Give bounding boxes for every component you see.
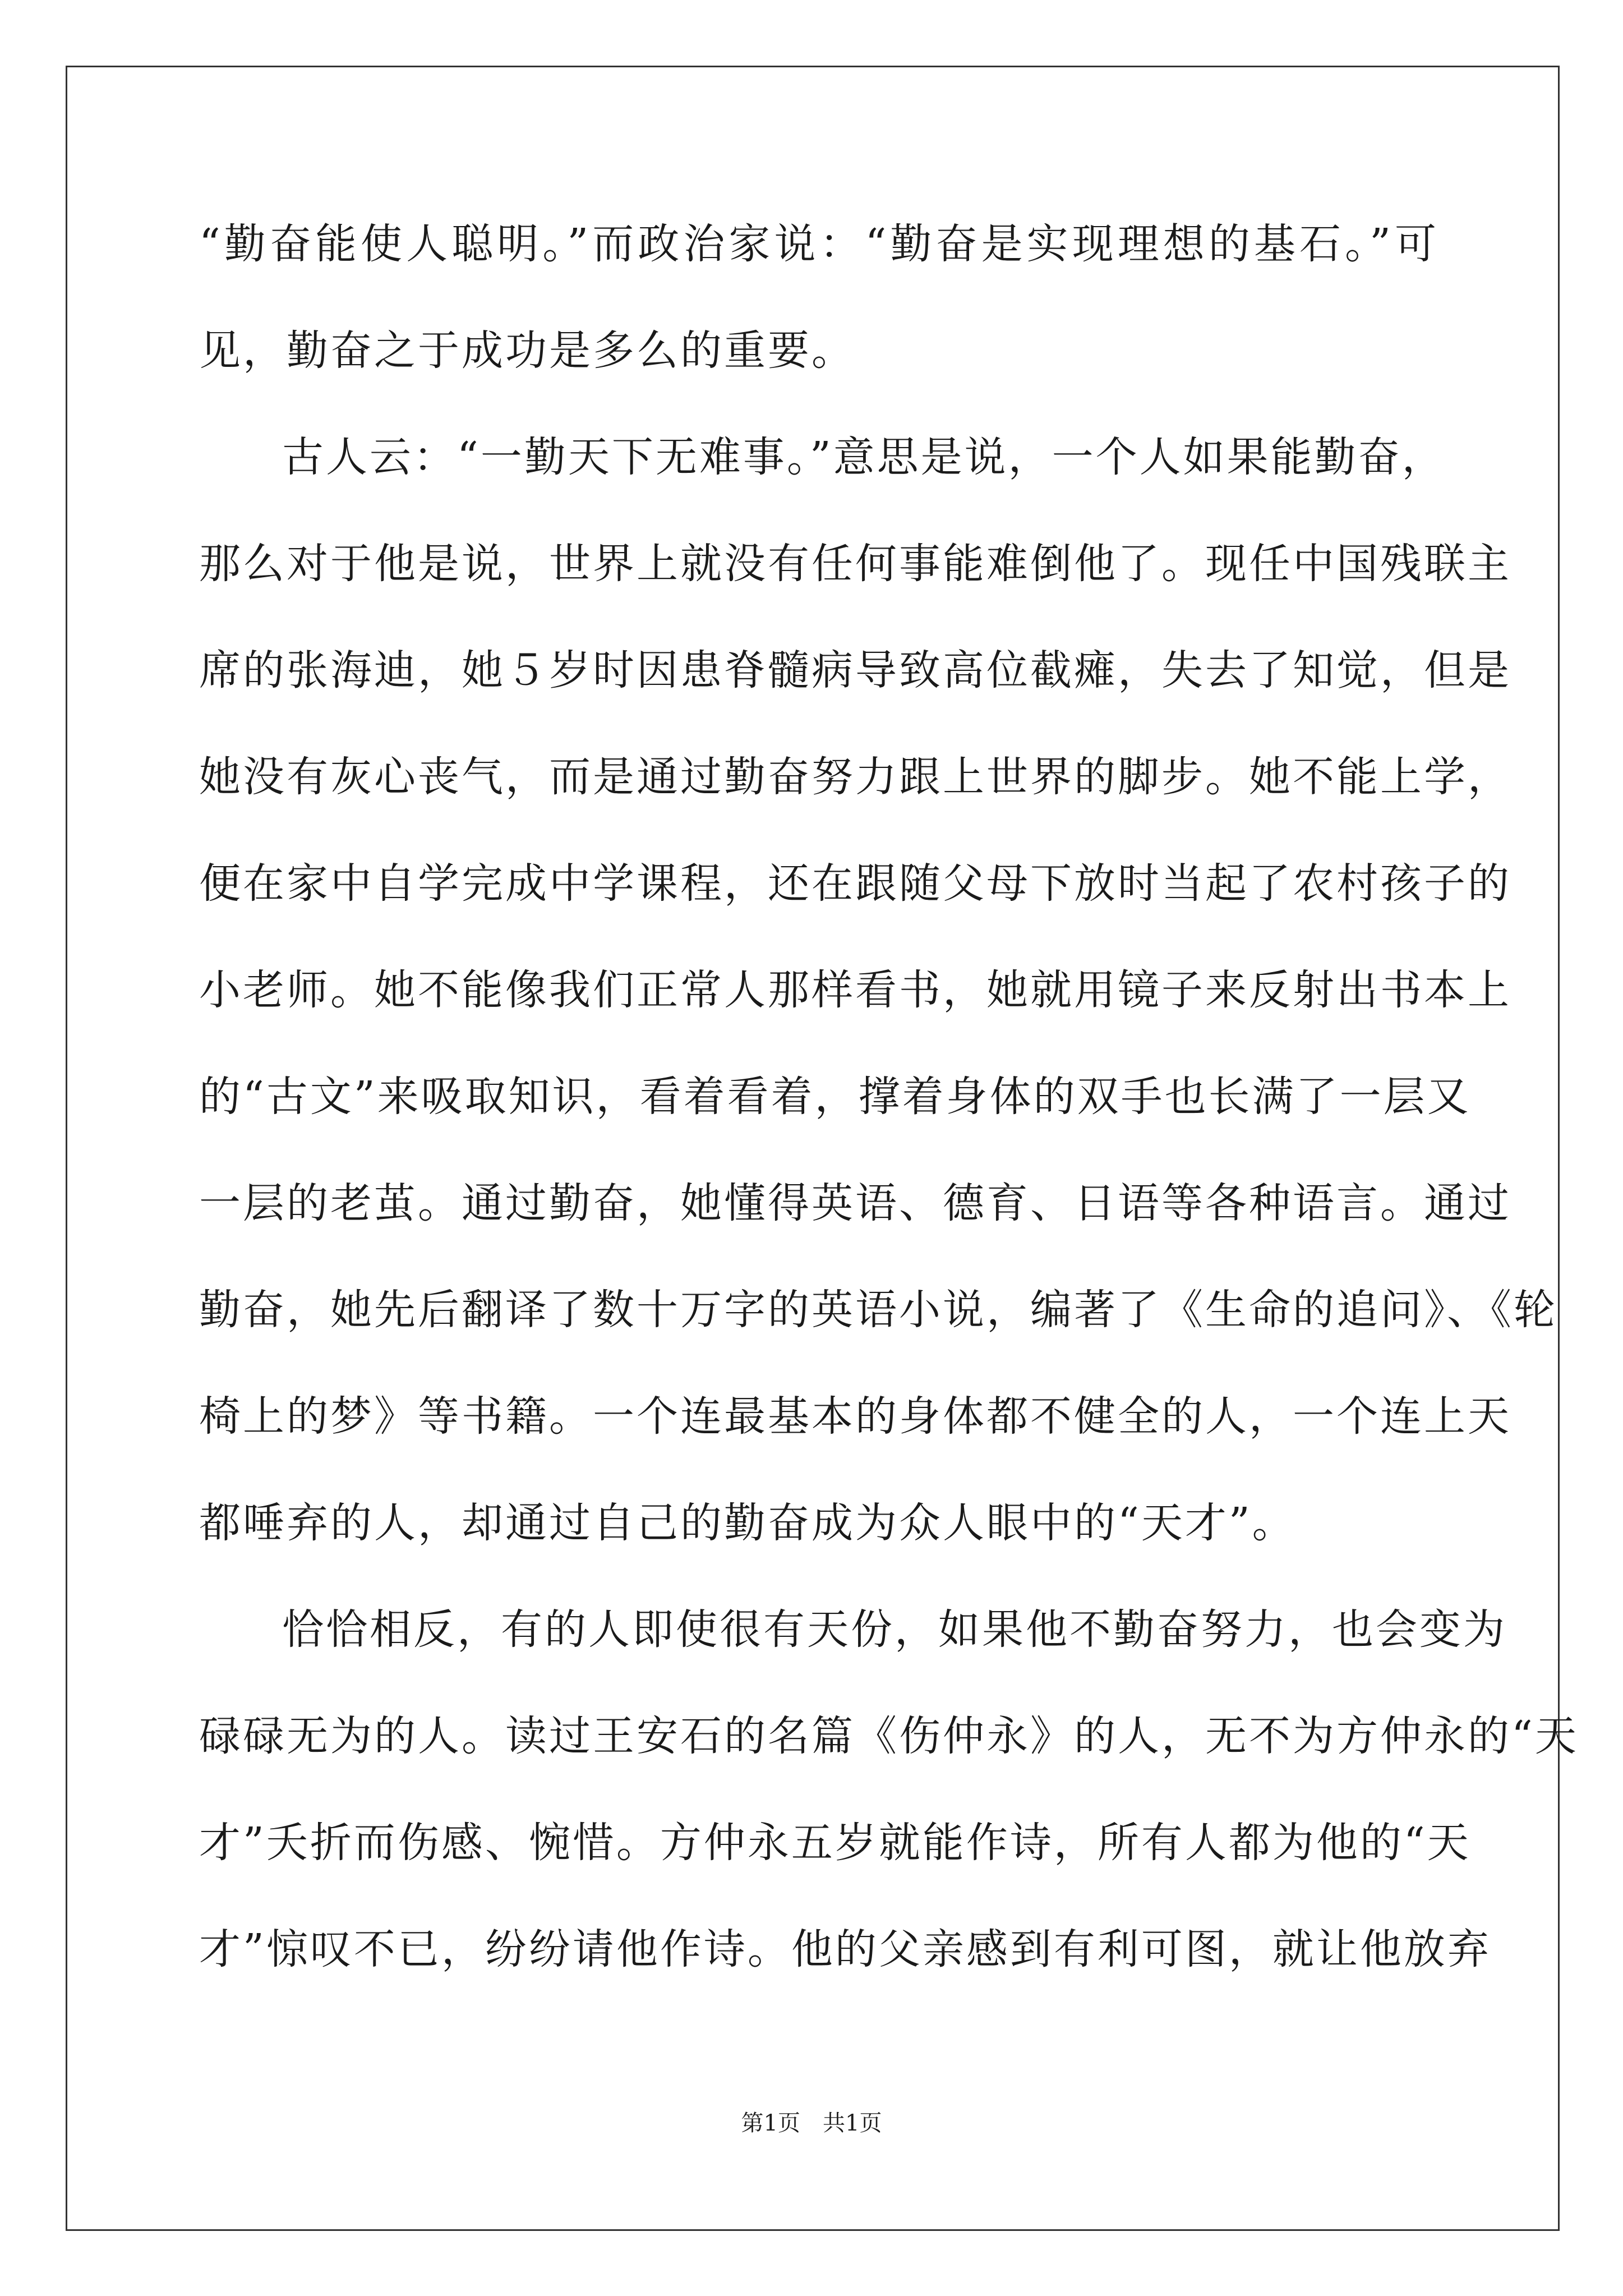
document-body [199,191,1579,2003]
text-line: “勤奋能使人聪明。”而政治家说：“勤奋是实现理想的基石。”可 [199,220,1438,268]
text-line: 都唾弃的人，却通过自己的勤奋成为众人眼中的“天才”。 [199,1499,1296,1547]
text-line: 她没有灰心丧气，而是通过勤奋努力跟上世界的脚步。她不能上学， [199,753,1511,801]
text-line: 才”夭折而伤感、惋惜。方仲永五岁就能作诗，所有人都为他的“天 [199,1819,1471,1867]
text-line: 席的张海迪，她５岁时因患脊髓病导致高位截瘫，失去了知觉，但是 [199,646,1511,694]
text-line: 勤奋，她先后翻译了数十万字的英语小说，编著了《生命的追问》、《轮 [199,1286,1557,1334]
text-line: 一层的老茧。通过勤奋，她懂得英语、德育、日语等各种语言。通过 [199,1179,1511,1227]
text-line: 的“古文”来吸取知识，看着看着，撑着身体的双手也长满了一层又 [199,1073,1471,1121]
text-line: 碌碌无为的人。读过王安石的名篇《伤仲永》的人，无不为方仲永的“天 [199,1712,1579,1760]
text-line: 椅上的梦》等书籍。一个连最基本的身体都不健全的人，一个连上天 [199,1392,1511,1441]
text-line: 小老师。她不能像我们正常人那样看书，她就用镜子来反射出书本上 [199,966,1511,1014]
paragraph-first-line: 古人云：“一勤天下无难事。”意思是说，一个人如果能勤奋， [282,433,1446,481]
text-line: 见，勤奋之于成功是多么的重要。 [199,326,855,375]
text-line: 那么对于他是说，世界上就没有任何事能难倒他了。现任中国残联主 [199,540,1511,588]
page-number-footer: 第1页 共1页 [741,2110,882,2136]
paragraph-first-line: 恰恰相反，有的人即使很有天份，如果他不勤奋努力，也会变为 [282,1605,1507,1654]
text-line: 才”惊叹不已，纷纷请他作诗。他的父亲感到有利可图，就让他放弃 [199,1925,1491,1973]
text-line: 便在家中自学完成中学课程，还在跟随父母下放时当起了农村孩子的 [199,859,1511,908]
